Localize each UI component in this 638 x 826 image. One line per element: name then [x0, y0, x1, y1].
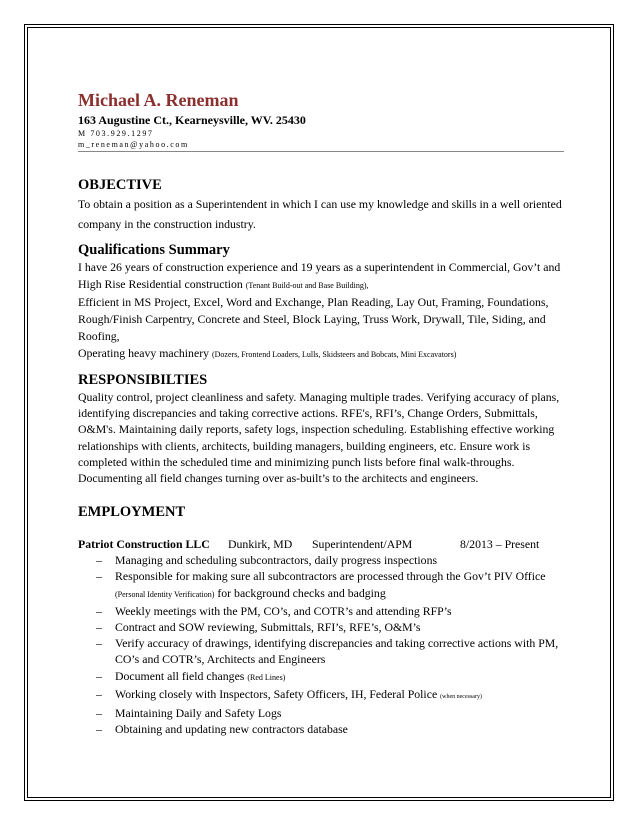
duty-text: Obtaining and updating new contractors database [115, 722, 348, 737]
duty-item [78, 635, 564, 667]
qualifications-line-3-note: (Dozers, Frontend Loaders, Lulls, Skidsteers and Bobcats, Mini Excavators) [211, 350, 457, 359]
job-company: Patriot Construction LLC [78, 537, 210, 552]
duty-item [78, 568, 564, 602]
duty-item [78, 619, 564, 635]
responsibilities-heading: RESPONSIBILTIES [78, 372, 208, 388]
duty-text: Document all field changes [115, 668, 245, 683]
qualifications-line-1: I have 26 years of construction experience and 19 years as a superintendent in Commercial, Gov’t and High Rise Residential construction [78, 260, 561, 291]
objective-heading: OBJECTIVE [78, 177, 162, 193]
duty-note: (Personal Identity Verification) [115, 589, 215, 599]
duty-text: Weekly meetings with the PM, CO’s, and COTR’s and attending RFP’s [115, 603, 452, 618]
employment-heading: EMPLOYMENT [78, 504, 186, 521]
header-divider [78, 151, 564, 152]
duty-note: (when necessary) [440, 693, 482, 700]
qualifications-line-1-note: (Tenant Build-out and Base Building), [245, 281, 369, 290]
responsibilities-text: Quality control, project cleanliness and safety. Managing multiple trades. Verifying accuracy of plans, identifying discrepancies and taking corrective actions. RFE's, RFI’s, Change Orders, Submittals, O&M's. Maintaining daily reports, safety logs, inspection scheduling. Establishing effective working relationships with clients, architects, building managers, building engineers, etc. Ensure work is completed within the scheduled time and minimizing punch lists before final walk-throughs. Documenting all field changes turning over as-built’s to the architects and engineers. [78, 390, 560, 486]
candidate-address: 163 Augustine Ct., Kearneysville, WV. 25430 [78, 113, 306, 127]
duty-item [78, 705, 564, 721]
duty-text: Maintaining Daily and Safety Logs [115, 706, 282, 721]
duty-item [78, 686, 564, 705]
candidate-name: Michael A. Reneman [78, 90, 239, 110]
duty-text: Contract and SOW reviewing, Submittals, RFI’s, RFE’s, O&M’s [115, 620, 421, 635]
duty-text: Responsible for making sure all subcontractors are processed through the Gov’t PIV Office [115, 569, 546, 584]
duty-text: Verify accuracy of drawings, identifying discrepancies and taking corrective actions with PM, CO’s and COTR’s, Architects and Engineers [115, 636, 559, 667]
job-header [78, 536, 564, 552]
duty-item [78, 721, 564, 737]
job-title: Superintendent/APM [312, 537, 413, 552]
job-duties-list [78, 552, 564, 737]
duty-item [78, 552, 564, 568]
duty-text: for background checks and badging [217, 585, 386, 600]
duty-note: (Red Lines) [247, 672, 286, 682]
duty-item [78, 603, 564, 619]
job-dates: 8/2013 – Present [460, 537, 540, 552]
duty-item [78, 668, 564, 686]
qualifications-line-3: Operating heavy machinery [78, 346, 210, 360]
qualifications-text [78, 259, 564, 363]
qualifications-line-2: Efficient in MS Project, Excel, Word and Exchange, Plan Reading, Lay Out, Framing, Foundations, Rough/Finish Carpentry, Concrete and Steel, Block Laying, Truss Work, Drywall, Tile, Siding, and Roofing, [78, 295, 549, 343]
duty-text: Managing and scheduling subcontractors, daily progress inspections [115, 553, 438, 568]
job-location: Dunkirk, MD [228, 537, 293, 552]
candidate-phone: M 703.929.1297 [78, 129, 154, 138]
resume-content [78, 90, 564, 737]
qualifications-heading: Qualifications Summary [78, 242, 230, 258]
duty-text: Working closely with Inspectors, Safety Officers, IH, Federal Police [115, 686, 438, 701]
candidate-email: m_reneman@yahoo.com [78, 140, 189, 149]
objective-text: To obtain a position as a Superintendent in which I can use my knowledge and skills in a well oriented company in the construction industry. [78, 197, 562, 231]
